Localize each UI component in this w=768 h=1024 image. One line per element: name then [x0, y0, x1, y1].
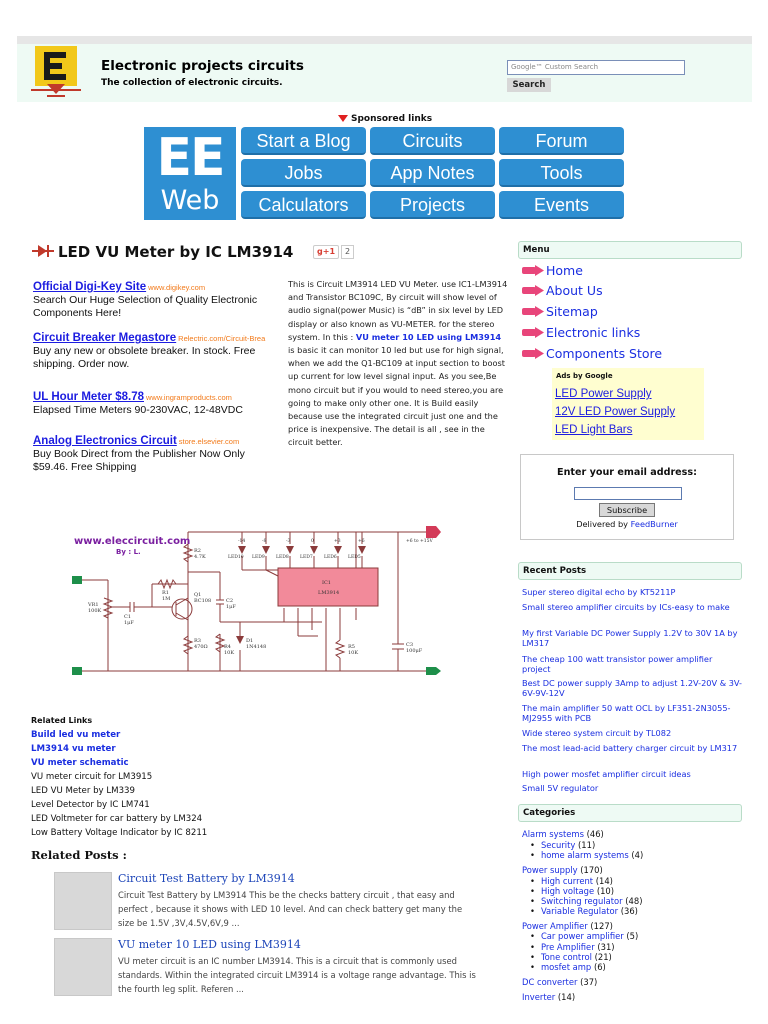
delivered-by: Delivered by FeedBurner [576, 519, 678, 529]
ads-by-google-label[interactable]: Ads by Google [556, 372, 613, 380]
site-description: The collection of electronic circuits. [101, 78, 283, 88]
recent-posts-title: Recent Posts [518, 562, 742, 580]
ad-title[interactable]: Circuit Breaker Megastore [33, 332, 177, 344]
ad-item[interactable] [33, 391, 278, 417]
circuit-schematic [60, 512, 448, 696]
schematic-site-label: www.eleccircuit.com [74, 536, 191, 547]
search-button[interactable]: Search [507, 78, 551, 92]
schematic-db-level: +6 [358, 539, 365, 544]
subcategory-item[interactable]: • Switching regulator (48) [530, 896, 642, 906]
schematic-c3-label: C3 [406, 642, 414, 648]
related-posts-title: Related Posts : [31, 848, 127, 862]
category-item[interactable]: Power supply (170) [522, 865, 603, 875]
ad-title[interactable]: Official Digi-Key Site [33, 281, 147, 293]
related-post-excerpt: Circuit Test Battery by LM3914 This be the checks battery circuit , that easy and perfect , because it shows with LED 10 level. And can check battery get many the size be 1.5V ,3V,4.5V,6V,9 ... [118, 890, 463, 928]
related-links-title: Related Links [31, 716, 93, 725]
subcategory-item[interactable]: • mosfet amp (6) [530, 962, 606, 972]
recent-post-link[interactable]: Small stereo amplifier circuits by ICs-easy to make [522, 602, 730, 612]
schematic-db-level: 0 [311, 539, 314, 544]
google-plus-button[interactable] [313, 245, 354, 259]
gplus-count: 2 [341, 245, 354, 259]
subcategory-item[interactable]: • Car power amplifier (5) [530, 931, 638, 941]
recent-post-link[interactable]: Best DC power supply 3Amp to adjust 1.2V-20V & 3V-6V-9V-12V [522, 678, 742, 698]
arrow-icon [522, 327, 544, 338]
schematic-vr1-value: 100K [88, 608, 102, 614]
schematic-c1-label: C1 [124, 614, 132, 620]
schematic-led-label: LED6 [324, 555, 337, 560]
schematic-r3-value: 470Ω [194, 644, 208, 650]
related-link[interactable]: Low Battery Voltage Indicator by IC 8211 [31, 828, 208, 838]
schematic-by-label: By : L. [116, 548, 141, 556]
email-label: Enter your email address: [557, 467, 697, 478]
google-ad-link[interactable]: LED Power Supply [555, 388, 652, 400]
schematic-r5-label: R5 [348, 644, 355, 650]
eeweb-app-notes-button[interactable]: App Notes [370, 159, 495, 187]
menu-item-about[interactable]: About Us [522, 283, 603, 301]
subcategory-item[interactable]: • Security (11) [530, 840, 595, 850]
schematic-r3-label: R3 [194, 638, 201, 644]
related-link[interactable]: Build led vu meter [31, 730, 121, 740]
schematic-vr1-label: VR1 [88, 602, 99, 608]
category-item[interactable]: Inverter (14) [522, 992, 576, 1002]
google-ad-link[interactable]: 12V LED Power Supply [555, 406, 676, 418]
category-item[interactable]: DC converter (37) [522, 977, 598, 987]
category-item[interactable]: Power Amplifier (127) [522, 921, 613, 931]
subcategory-item[interactable]: • High current (14) [530, 876, 613, 886]
subcategory-item[interactable]: • High voltage (10) [530, 886, 614, 896]
recent-post-link[interactable]: My first Variable DC Power Supply 1.2V to 30V 1A by LM317 [522, 628, 738, 648]
ad-url[interactable]: Relectric.com/Circuit-Brea [178, 334, 266, 343]
recent-post-link[interactable]: The most lead-acid battery charger circuit by LM317 [522, 743, 738, 753]
ad-url[interactable]: www.digikey.com [148, 283, 206, 292]
intro-link[interactable]: VU meter 10 LED using LM3914 [355, 331, 502, 342]
menu-item-components-store[interactable]: Components Store [522, 346, 662, 364]
schematic-led-label: LED9 [252, 555, 265, 560]
related-post-title[interactable]: VU meter 10 LED using LM3914 [118, 938, 301, 951]
arrow-icon [522, 265, 544, 276]
arrow-icon [522, 348, 544, 359]
schematic-c2-label: C2 [226, 598, 234, 604]
recent-post-link[interactable]: Super stereo digital echo by KT5211P [522, 587, 676, 597]
schematic-led-label: LED8 [276, 555, 289, 560]
google-ads-box [552, 368, 704, 440]
schematic-db-level: -3 [286, 539, 291, 544]
arrow-icon [522, 285, 544, 296]
email-input[interactable] [574, 487, 682, 500]
recent-post-link[interactable]: The cheap 100 watt transistor power amplifier project [522, 654, 713, 674]
eeweb-projects-button[interactable]: Projects [370, 191, 495, 219]
eeweb-logo-bottom: Web [160, 185, 220, 216]
related-post-thumbnail[interactable] [54, 938, 112, 996]
eeweb-logo-top: EE [156, 128, 224, 188]
ad-item[interactable] [33, 281, 278, 319]
ad-title[interactable]: UL Hour Meter $8.78 [33, 391, 144, 403]
feedburner-link[interactable]: FeedBurner [630, 519, 678, 529]
site-header [17, 44, 752, 102]
menu-item-electronic-links[interactable]: Electronic links [522, 325, 640, 343]
ad-body: Elapsed Time Meters 90-230VAC, 12-48VDC [33, 404, 243, 416]
schematic-q1-part: BC108 [194, 598, 212, 604]
recent-post-link[interactable]: High power mosfet amplifier circuit ideas [522, 769, 691, 779]
subcategory-item[interactable]: • Pre Amplifier (31) [530, 942, 615, 952]
schematic-c1-value: 1μF [124, 620, 134, 626]
triangle-down-icon [338, 115, 348, 122]
subcategory-item[interactable]: • Tone control (21) [530, 952, 612, 962]
schematic-db-level: -8 [262, 539, 267, 544]
site-logo-icon[interactable] [27, 44, 85, 100]
schematic-c2-value: 1μF [226, 604, 236, 610]
ad-item[interactable] [33, 332, 278, 370]
ad-url[interactable]: www.ingramproducts.com [146, 393, 232, 402]
schematic-d1-label: D1 [246, 638, 254, 644]
schematic-q1-label: Q1 [194, 592, 202, 598]
eeweb-start-blog-button[interactable]: Start a Blog [241, 127, 366, 155]
menu-title: Menu [518, 241, 742, 259]
subcategory-item[interactable]: • Variable Regulator (36) [530, 906, 638, 916]
top-strip [17, 36, 752, 44]
related-link[interactable]: VU meter schematic [31, 758, 129, 768]
related-post-title[interactable]: Circuit Test Battery by LM3914 [118, 872, 295, 885]
ad-title[interactable]: Analog Electronics Circuit [33, 435, 177, 447]
schematic-r4-value: 10K [224, 650, 235, 656]
schematic-r5-value: 10K [348, 650, 359, 656]
search-input[interactable]: Google™ Custom Search [507, 60, 685, 75]
schematic-r2-value: 4.7K [194, 554, 206, 560]
subscribe-button[interactable]: Subscribe [599, 503, 655, 517]
diode-icon [32, 244, 54, 258]
schematic-c3-value: 100μF [406, 648, 423, 654]
schematic-ic-label: IC1 [322, 580, 331, 586]
ad-item[interactable] [33, 435, 278, 473]
post-title[interactable]: LED VU Meter by IC LM3914 [32, 243, 293, 261]
schematic-ic-part: LM3914 [318, 590, 340, 596]
schematic-supply-label: +6 to +15V [406, 539, 433, 544]
schematic-db-level: +3 [334, 539, 341, 544]
schematic-led-label: LED5 [348, 555, 361, 560]
related-link[interactable]: Level Detector by IC LM741 [31, 800, 150, 810]
related-post-thumbnail[interactable] [54, 872, 112, 930]
menu-item-home[interactable]: Home [522, 263, 583, 281]
schematic-d1-part: 1N4148 [246, 644, 267, 650]
category-item[interactable]: Alarm systems (46) [522, 829, 604, 839]
ad-body: Buy Book Direct from the Publisher Now Only $59.46. Free Shipping [33, 448, 245, 473]
schematic-r2-label: R2 [194, 548, 201, 554]
related-post-excerpt: VU meter circuit is an IC number LM3914. This is a circuit that is commonly used standards. Within the integrated circuit LM3914 is a voltage range advantage. This is the fourth leg split. Referen ... [118, 956, 476, 994]
categories-title: Categories [518, 804, 742, 822]
eeweb-calculators-button[interactable]: Calculators [241, 191, 366, 219]
related-link[interactable]: LED VU Meter by LM339 [31, 786, 135, 796]
recent-post-link[interactable]: Wide stereo system circuit by TL082 [522, 728, 672, 738]
schematic-led-label: LED10 [228, 555, 244, 560]
eeweb-logo[interactable] [144, 127, 236, 220]
eeweb-events-button[interactable]: Events [499, 191, 624, 219]
related-link[interactable]: VU meter circuit for LM3915 [31, 772, 153, 782]
sponsored-links-label: Sponsored links [338, 114, 432, 124]
ad-url[interactable]: store.elsevier.com [178, 437, 240, 446]
ad-body: Buy any new or obsolete breaker. In stock. Free shipping. Order now. [33, 345, 256, 370]
menu-item-sitemap[interactable]: Sitemap [522, 304, 598, 322]
site-title[interactable]: Electronic projects circuits [101, 58, 304, 74]
schematic-r4-label: R4 [224, 644, 231, 650]
eeweb-jobs-button[interactable]: Jobs [241, 159, 366, 187]
schematic-r1-label: R1 [162, 590, 169, 596]
recent-post-link[interactable]: The main amplifier 50 watt OCL by LF351-2N3055-MJ2955 with PCB [522, 703, 731, 723]
subcategory-item[interactable]: • home alarm systems (4) [530, 850, 643, 860]
schematic-r1-value: 1M [162, 596, 171, 602]
post-intro: This is Circuit LM3914 LED VU Meter. use IC1-LM3914 and Transistor BC109C, By circuit will show level of audio signal(power Music) is “dB” in six level by LED display or also known as VU-METER. for the stereo system. In this : VU meter 10 LED using LM3914 is basic it can monitor 10 led but use for high signal, when we add the Q1-BC109 at input section to boost up current for low level signal input. As you see,Be mono circuit but if you would to need stereo,you are going to make only other one. It is Build easily because use the integrated circuit just one and the price is inexpensive. The detail is all , see in the circuit better. [288, 279, 508, 448]
eeweb-forum-button[interactable]: Forum [499, 127, 624, 155]
related-link[interactable]: LED Voltmeter for car battery by LM324 [31, 814, 203, 824]
ad-body: Search Our Huge Selection of Quality Electronic Components Here! [33, 294, 258, 319]
schematic-led-label: LED7 [300, 555, 313, 560]
recent-post-link[interactable]: Small 5V regulator [522, 783, 599, 793]
related-link[interactable]: LM3914 vu meter [31, 744, 116, 754]
google-ad-link[interactable]: LED Light Bars [555, 424, 633, 436]
schematic-db-level: -14 [238, 539, 246, 544]
eeweb-circuits-button[interactable]: Circuits [370, 127, 495, 155]
eeweb-tools-button[interactable]: Tools [499, 159, 624, 187]
email-subscribe-box [520, 454, 734, 540]
gplus-icon[interactable]: g+1 [313, 245, 339, 259]
arrow-icon [522, 306, 544, 317]
